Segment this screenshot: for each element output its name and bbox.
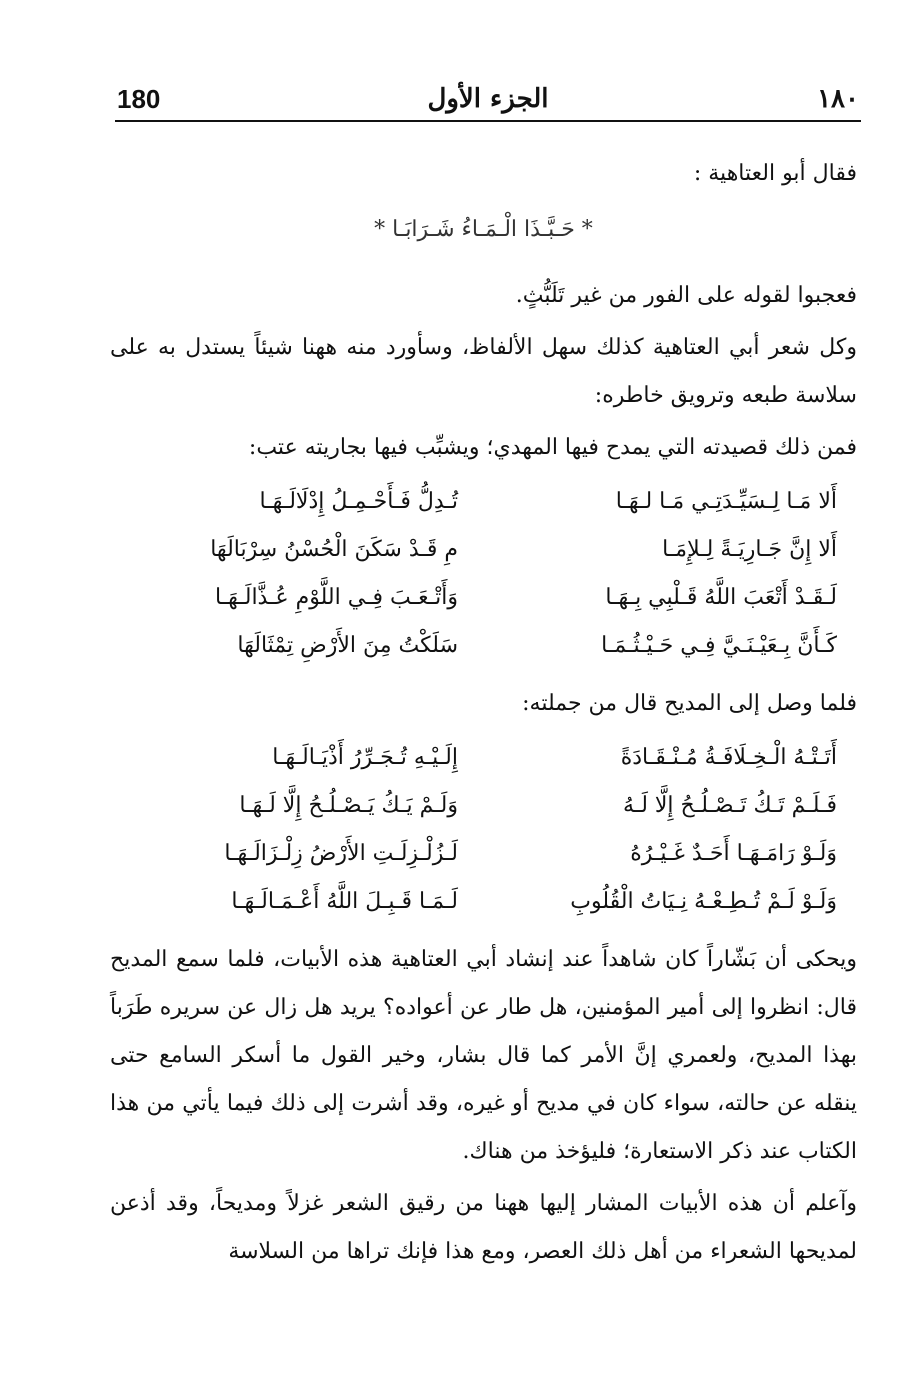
verse-line xyxy=(110,878,857,926)
verse-line xyxy=(110,830,857,878)
paragraph-3: فمن ذلك قصيدته التي يمدح فيها المهدي؛ ويشبِّب فيها بجاريته عتب: xyxy=(248,435,857,460)
page-body xyxy=(110,150,857,1276)
paragraph-5: ويحكى أن بَشّاراً كان شاهداً عند إنشاد أبي العتاهية هذه الأبيات، فلما سمع المديح قال: انظروا إلى أمير المؤمنين، هل طار عن أعواده؟ يريد هل زال عن سريره طَرَباً بهذا المديح، ولعمري إنَّ الأمر كما قال بشار، وخير القول ما أسكر السامع حتى ينقله عن حالته، سواء كان في مديح أو غيره، وقد أشرت إلى ذلك فيما يأتي من هذا الكتاب عند ذكر الاستعارة؛ فليؤخذ من هناك. xyxy=(110,947,857,1164)
verse-line xyxy=(110,478,857,526)
verse-line xyxy=(110,734,857,782)
page-header xyxy=(115,80,861,122)
verse-second-hemistich: لَـزُلْـزِلَـتِ الأَرْضُ زِلْـزَالَـهَـا xyxy=(224,841,458,866)
paragraph-4: فلما وصل إلى المديح قال من جملته: xyxy=(522,691,857,716)
verse-second-hemistich: وَأَتْـعَـبَ فِـي اللَّوْمِ عُـذَّالَـهَـا xyxy=(215,585,458,610)
verse-first-hemistich: كَـأَنَّ بِـعَيْـنَـيَّ فِـي حَـيْـثُـمَـا xyxy=(601,633,837,658)
verse-line xyxy=(110,622,857,670)
verse-line xyxy=(110,782,857,830)
verse-first-hemistich: أَتَـتْـهُ الْـخِـلَافَـةُ مُـنْـقَـادَةً xyxy=(620,745,837,770)
page-number-arabic: ١٨٠ xyxy=(817,84,859,114)
quoted-hemistich: * حَـبَّـذَا الْـمَـاءُ شَـرَابَـا * xyxy=(374,217,593,242)
verse-second-hemistich: سَلَكْتُ مِنَ الأَرْضِ تِمْثَالَهَا xyxy=(237,633,458,658)
verse-line xyxy=(110,574,857,622)
verse-line xyxy=(110,526,857,574)
verse-second-hemistich: وَلَـمْ يَـكُ يَـصْـلُـحُ إِلَّا لَـهَـا xyxy=(239,793,458,818)
intro-line: فقال أبو العتاهية : xyxy=(693,161,857,186)
paragraph-2: وكل شعر أبي العتاهية كذلك سهل الألفاظ، وسأورد منه ههنا شيئاً يستدل به على سلاسة طبعه وترويق خاطره: xyxy=(110,335,857,408)
running-title: الجزء الأول xyxy=(427,84,549,114)
verse-first-hemistich: فَـلَـمْ تَـكُ تَـصْـلُـحُ إِلَّا لَـهُ xyxy=(622,793,837,818)
verse-first-hemistich: لَـقَـدْ أَتْعَبَ اللَّهُ قَـلْبِي بِـهَـا xyxy=(605,585,837,610)
verse-second-hemistich: تُـدِلُّ فَـأَحْـمِـلُ إِدْلَالَـهَـا xyxy=(259,489,458,514)
paragraph-1: فعجبوا لقوله على الفور من غير تَلَبُّثٍ. xyxy=(515,283,857,308)
verse-first-hemistich: أَلا مَـا لِـسَيِّـدَتِـي مَـا لـهَـا xyxy=(615,489,837,514)
verse-first-hemistich: وَلَـوْ لَـمْ تُـطِـعْـهُ نِـيَاتُ الْقُلُوبِ xyxy=(570,889,837,914)
verse-second-hemistich: إِلَـيْـهِ تُـجَـرِّرُ أَذْيَـالَـهَـا xyxy=(272,745,458,770)
poem-block-2 xyxy=(110,734,857,926)
verse-first-hemistich: أَلا إِنَّ جَـارِيَـةً لِـلإِمَـا xyxy=(662,537,837,562)
verse-second-hemistich: لَـمَـا قَـبِـلَ اللَّهُ أَعْـمَـالَـهَـا xyxy=(231,889,458,914)
paragraph-6: وآعلم أن هذه الأبيات المشار إليها ههنا من رقيق الشعر غزلاً ومديحاً، وقد أذعن لمديحها الشعراء من أهل ذلك العصر، ومع هذا فإنك تراها من السلاسة xyxy=(110,1191,857,1264)
poem-block-1 xyxy=(110,478,857,670)
verse-first-hemistich: وَلَـوْ رَامَـهَـا أَحَـدٌ غَـيْـرُهُ xyxy=(630,841,837,866)
page-number-latin: 180 xyxy=(117,84,161,114)
verse-second-hemistich: مِ قَـدْ سَكَنَ الْحُسْنُ سِرْبَالَهَا xyxy=(210,537,458,562)
